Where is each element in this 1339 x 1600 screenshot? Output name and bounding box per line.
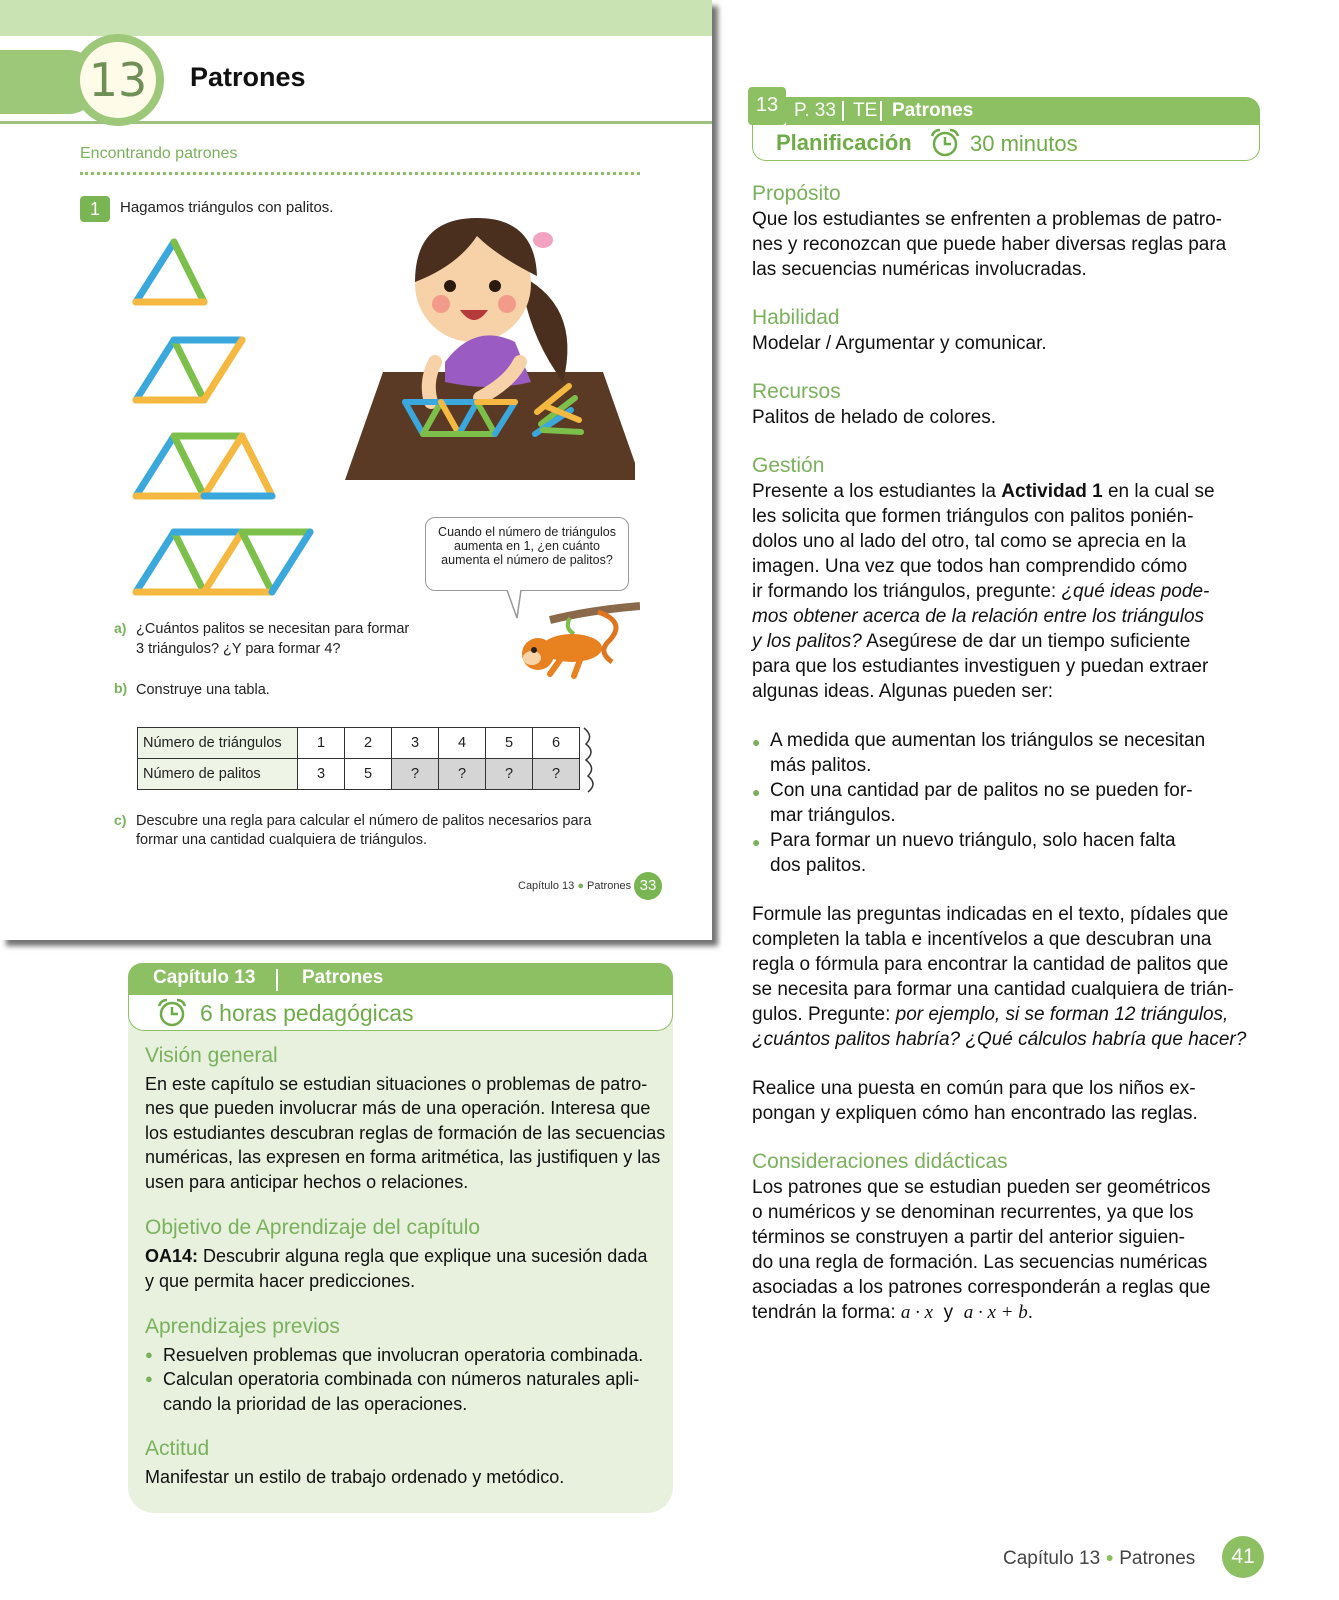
table-blank-cell: ? [486, 759, 533, 790]
table-header-cell: Número de palitos [138, 759, 298, 790]
speech-bubble: Cuando el número de triángulos aumenta en 1, ¿en cuánto aumenta el número de palitos? [425, 517, 629, 591]
stick-triangles-illustration [130, 230, 330, 610]
formule-line: se necesita para formar una cantidad cualquiera de trián- [752, 979, 1234, 1000]
triangles-sticks-table [137, 727, 580, 790]
monkey-illustration [510, 600, 640, 690]
chapter-number: 13 [80, 42, 156, 118]
question-b-text: Construye una tabla. [136, 682, 270, 698]
footer-separator: ● [577, 880, 584, 892]
section-subtitle: Encontrando patrones [80, 145, 238, 162]
consideraciones-line: o numéricos y se denominan recurrentes, ya que los [752, 1202, 1194, 1223]
consideraciones-line: Los patrones que se estudian pueden ser geométricos [752, 1177, 1211, 1198]
question-c-line2: formar una cantidad cualquiera de triángulos. [136, 832, 427, 848]
question-c-label: c) [114, 812, 127, 828]
gestion-line [752, 605, 1260, 630]
table-header-cell: Número de triángulos [138, 728, 298, 759]
table-cell: 5 [345, 759, 392, 790]
consideraciones-line [752, 1301, 1260, 1326]
gestion-line [752, 630, 1260, 655]
table-cell: 1 [298, 728, 345, 759]
table-blank-cell: ? [392, 759, 439, 790]
consideraciones-plain: tendrán la forma: [752, 1302, 896, 1323]
vision-heading: Visión general [145, 1044, 278, 1067]
proposito-line: Que los estudiantes se enfrenten a problemas de patro- [752, 209, 1223, 230]
habilidad-heading: Habilidad [752, 306, 840, 329]
realice-line: Realice una puesta en común para que los niños ex- [752, 1078, 1196, 1099]
table-cell: 6 [533, 728, 580, 759]
activity-text: Hagamos triángulos con palitos. [120, 199, 334, 216]
footer-separator: ● [1105, 1549, 1114, 1565]
actitud-text: Manifestar un estilo de trabajo ordenado y metódico. [145, 1467, 565, 1487]
chapter-number-badge [72, 34, 164, 126]
formula-and: y [943, 1302, 954, 1323]
gestion-italic: mos obtener acerca de la relación entre los triángulos [752, 606, 1205, 627]
recursos-heading: Recursos [752, 380, 841, 403]
objetivo-line: y que permita hacer predicciones. [145, 1271, 416, 1291]
actitud-heading: Actitud [145, 1437, 210, 1460]
previos-item-continued: cando la prioridad de las operaciones. [163, 1394, 468, 1414]
planning-label: Planificación [776, 130, 912, 155]
page-reference: P. 33 [794, 100, 836, 121]
objetivo-text: Descubrir alguna regla que explique una sucesión dada [203, 1246, 648, 1266]
consideraciones-heading: Consideraciones didácticas [752, 1150, 1008, 1173]
gestion-line [752, 580, 1260, 605]
table-cell: 3 [392, 728, 439, 759]
page-title: Patrones [190, 62, 306, 92]
idea-bullet: ● Para formar un nuevo triángulo, solo hacen falta [752, 829, 1260, 854]
page-footer [1003, 1548, 1195, 1570]
alarm-clock-icon [155, 998, 189, 1028]
question-b-label: b) [114, 680, 128, 696]
consideraciones-line: do una regla de formación. Las secuencias numéricas [752, 1252, 1208, 1273]
footer-chapter: Capítulo 13 [518, 880, 575, 892]
student-page-number: 33 [634, 872, 662, 900]
formula-end: . [1027, 1302, 1034, 1323]
gestion-line [752, 480, 1260, 505]
formule-line: Formule las preguntas indicadas en el texto, pídales que [752, 904, 1229, 925]
planning-chapter-tab: 13 [748, 87, 786, 125]
formule-italic: por ejemplo, si se forman 12 triángulos, [895, 1004, 1229, 1025]
footer-title: Patrones [587, 880, 632, 892]
formule-italic: ¿cuántos palitos habría? ¿Qué cálculos habría que hacer? [752, 1029, 1247, 1050]
question-c-line1: Descubre una regla para calcular el número de palitos necesarios para [136, 813, 592, 829]
formule-line: regla o fórmula para encontrar la cantidad de palitos que [752, 954, 1229, 975]
footer-title: Patrones [1119, 1548, 1196, 1569]
formula-a-x-b: a · x + b [963, 1302, 1028, 1323]
question-a-label: a) [114, 620, 127, 636]
proposito-line: nes y reconozcan que puede haber diversas reglas para [752, 234, 1227, 255]
vision-line: nes que pueden involucrar más de una operación. Interesa que [145, 1098, 651, 1118]
formule-line [752, 1028, 1260, 1053]
chapter-title: Patrones [302, 967, 384, 988]
student-page-footer [518, 880, 631, 892]
top-band [0, 0, 712, 36]
gestion-line: dolos uno al lado del otro, tal como se aprecia en la [752, 531, 1187, 552]
vision-line: En este capítulo se estudian situaciones o problemas de patro- [145, 1074, 648, 1094]
gestion-plain: Asegúrese de dar un tiempo suficiente [866, 631, 1191, 652]
gestion-italic: ¿qué ideas pode- [1061, 581, 1210, 602]
objetivo-heading: Objetivo de Aprendizaje del capítulo [145, 1216, 481, 1239]
page-number: 41 [1222, 1536, 1264, 1578]
vision-line: numéricas, las expresen en forma aritmética, las justifiquen y las [145, 1147, 661, 1167]
gestion-heading: Gestión [752, 454, 825, 477]
girl-with-sticks-illustration [345, 212, 635, 492]
dotted-divider [80, 172, 640, 175]
proposito-heading: Propósito [752, 182, 841, 205]
gestion-intro: Presente a los estudiantes la [752, 481, 996, 502]
header-divider [276, 969, 278, 991]
idea-bullet: ● A medida que aumentan los triángulos se necesitan [752, 729, 1260, 754]
planning-minutes: 30 minutos [970, 131, 1078, 156]
formule-plain: gulos. Pregunte: [752, 1004, 891, 1025]
gestion-plain: ir formando los triángulos, pregunte: [752, 581, 1057, 602]
alarm-clock-icon [928, 128, 962, 158]
formule-line: completen la tabla e incentívelos a que descubran una [752, 929, 1212, 950]
table-cell: 3 [298, 759, 345, 790]
table-row [138, 759, 580, 790]
idea-bullet-continued: dos palitos. [770, 855, 867, 876]
consideraciones-line: términos se construyen a partir del anterior siguien- [752, 1227, 1185, 1248]
table-cell: 5 [486, 728, 533, 759]
previos-heading: Aprendizajes previos [145, 1315, 340, 1338]
gestion-italic: y los palitos? [752, 631, 862, 652]
hours-text: 6 horas pedagógicas [200, 1000, 414, 1026]
footer-chapter: Capítulo 13 [1003, 1548, 1101, 1569]
idea-bullet-continued: más palitos. [770, 755, 872, 776]
previos-item: ● Resuelven problemas que involucran operatoria combinada. [145, 1343, 643, 1368]
previos-item: ● Calculan operatoria combinada con números naturales apli- [145, 1367, 639, 1392]
gestion-line: para que los estudiantes investiguen y puedan extraer [752, 656, 1209, 677]
idea-bullet-continued: mar triángulos. [770, 805, 896, 826]
question-a-line2: 3 triángulos? ¿Y para formar 4? [136, 641, 341, 657]
student-book-page [0, 0, 712, 940]
vision-line: usen para anticipar hechos o relaciones. [145, 1172, 469, 1192]
recursos-text: Palitos de helado de colores. [752, 407, 996, 428]
table-cell: 2 [345, 728, 392, 759]
table-blank-cell: ? [439, 759, 486, 790]
realice-line: pongan y expliquen cómo han encontrado las reglas. [752, 1103, 1198, 1124]
gestion-line: algunas ideas. Algunas pueden ser: [752, 681, 1054, 702]
planning-title: Patrones [892, 100, 974, 121]
vision-line: los estudiantes descubran reglas de formación de las secuencias [145, 1123, 666, 1143]
objetivo-code: OA14: [145, 1246, 199, 1266]
header-divider [880, 101, 882, 121]
formule-line [752, 1003, 1260, 1028]
objetivo-line [145, 1244, 647, 1269]
table-torn-edge [582, 727, 598, 793]
chapter-label: Capítulo 13 [153, 967, 256, 988]
question-a-line1: ¿Cuántos palitos se necesitan para formar [136, 621, 410, 637]
header-divider [842, 101, 844, 121]
activity-number-badge: 1 [80, 196, 110, 222]
gestion-line: les solicita que formen triángulos con palitos ponién- [752, 506, 1194, 527]
table-cell: 4 [439, 728, 486, 759]
table-blank-cell: ? [533, 759, 580, 790]
habilidad-text: Modelar / Argumentar y comunicar. [752, 333, 1047, 354]
gestion-rest: en la cual se [1107, 481, 1215, 502]
idea-bullet: ● Con una cantidad par de palitos no se pueden for- [752, 779, 1260, 804]
table-row [138, 728, 580, 759]
gestion-activity: Actividad 1 [1001, 481, 1103, 502]
gestion-line: imagen. Una vez que todos han comprendido cómo [752, 556, 1188, 577]
formula-a-x: a · x [900, 1302, 934, 1323]
proposito-line: las secuencias numéricas involucradas. [752, 259, 1087, 280]
consideraciones-line: asociadas a los patrones corresponderán a reglas que [752, 1277, 1211, 1298]
te-label: TE [853, 100, 878, 121]
